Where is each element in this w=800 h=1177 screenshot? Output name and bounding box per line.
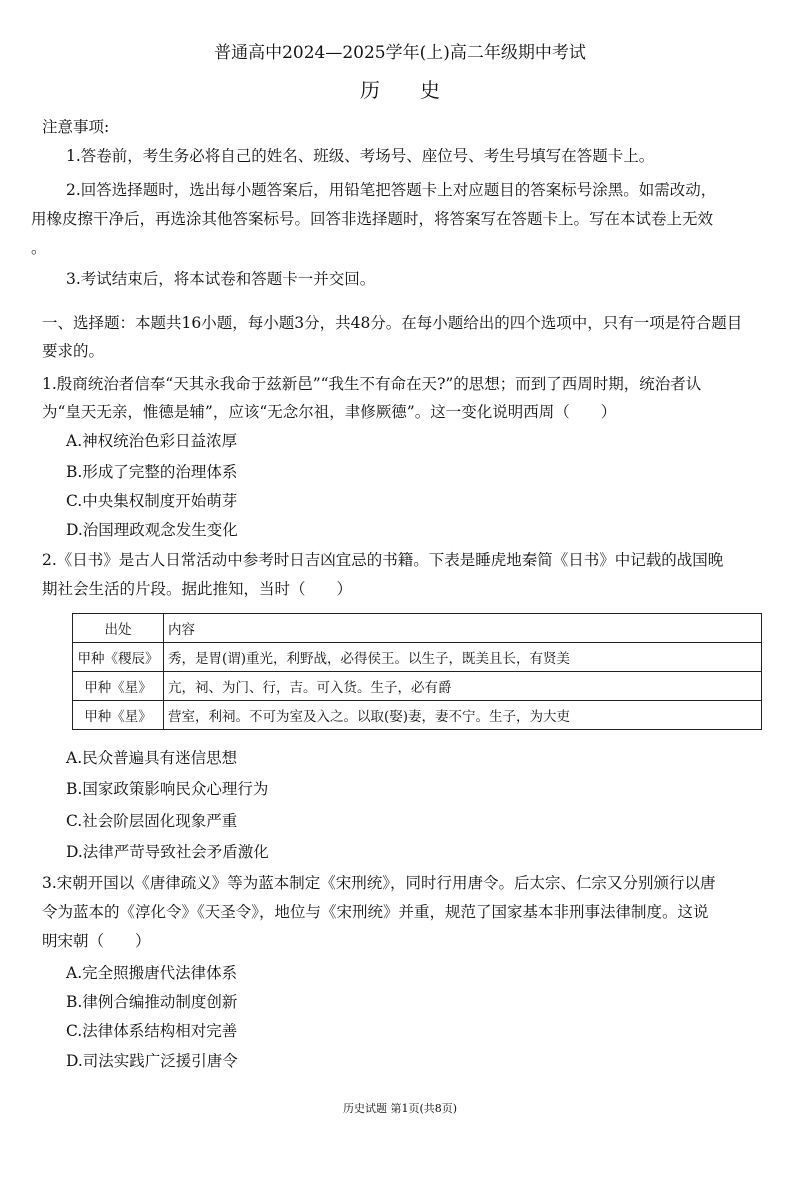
q3-option-c: C.法律体系结构相对完善 bbox=[66, 1022, 238, 1040]
q2-stem-line-2: 期社会生活的片段。据此推知，当时（ ） bbox=[42, 580, 353, 598]
notice-item-3: 3.考试结束后，将本试卷和答题卡一并交回。 bbox=[66, 270, 376, 288]
q3-option-d: D.司法实践广泛援引唐令 bbox=[66, 1052, 238, 1070]
q1-stem-line-2: 为“皇天无亲，惟德是辅”，应该“无念尔祖，聿修厥德”。这一变化说明西周（ ） bbox=[42, 403, 617, 421]
q3-stem-line-1: 3.宋朝开国以《唐律疏义》等为蓝本制定《宋刑统》，同时行用唐令。后太宗、仁宗又分别颁行以唐 bbox=[42, 874, 716, 892]
q2-stem-line-1: 2.《日书》是古人日常活动中参考时日吉凶宜忌的书籍。下表是睡虎地秦简《日书》中记载的战国晚 bbox=[42, 551, 724, 569]
table-header-content: 内容 bbox=[164, 614, 762, 643]
table-row bbox=[73, 701, 762, 730]
table-cell-source: 甲种《星》 bbox=[73, 701, 164, 730]
table-header-source: 出处 bbox=[73, 614, 164, 643]
table-row bbox=[73, 643, 762, 672]
table-cell-content: 秀，是胃(谓)重光，利野战，必得侯王。以生子，既美且长，有贤美 bbox=[164, 643, 762, 672]
notice-item-2-line-1: 2.回答选择题时，选出每小题答案后，用铅笔把答题卡上对应题目的答案标号涂黑。如需改动， bbox=[66, 181, 717, 199]
q2-option-d: D.法律严苛导致社会矛盾激化 bbox=[66, 843, 269, 861]
notice-heading: 注意事项: bbox=[42, 118, 110, 136]
table-cell-source: 甲种《星》 bbox=[73, 672, 164, 701]
table-cell-source: 甲种《稷辰》 bbox=[73, 643, 164, 672]
notice-item-1: 1.答卷前，考生务必将自己的姓名、班级、考场号、座位号、考生号填写在答题卡上。 bbox=[66, 147, 655, 165]
q1-option-d: D.治国理政观念发生变化 bbox=[66, 521, 238, 539]
table-cell-content: 亢，祠、为门、行，吉。可入货。生子，必有爵 bbox=[164, 672, 762, 701]
page-footer: 历史试题 第1页(共8页) bbox=[342, 1102, 458, 1115]
q2-option-a: A.民众普遍具有迷信思想 bbox=[66, 749, 238, 767]
table-cell-content: 营室，利祠。不可为室及入之。以取(娶)妻，妻不宁。生子，为大吏 bbox=[164, 701, 762, 730]
q1-option-a: A.神权统治色彩日益浓厚 bbox=[66, 432, 238, 450]
table-header-row bbox=[73, 614, 762, 643]
notice-item-2-line-2: 用橡皮擦干净后，再选涂其他答案标号。回答非选择题时，将答案写在答题卡上。写在本试卷上无效 bbox=[31, 210, 714, 228]
subject-title: 历史 bbox=[360, 78, 480, 102]
q3-option-a: A.完全照搬唐代法律体系 bbox=[66, 964, 238, 982]
q2-option-b: B.国家政策影响民众心理行为 bbox=[66, 780, 269, 798]
q3-stem-line-3: 明宋朝（ ） bbox=[42, 932, 151, 950]
q1-option-c: C.中央集权制度开始萌芽 bbox=[66, 492, 238, 510]
table-row bbox=[73, 672, 762, 701]
section-1-line-1: 一、选择题：本题共16小题，每小题3分，共48分。在每小题给出的四个选项中，只有一项是符合题目 bbox=[42, 314, 743, 332]
q2-option-c: C.社会阶层固化现象严重 bbox=[66, 812, 238, 830]
q2-table bbox=[72, 613, 762, 730]
q1-stem-line-1: 1.殷商统治者信奉“天其永我命于兹新邑”“我生不有命在天?”的思想；而到了西周时期，统治者认 bbox=[42, 375, 702, 393]
q3-option-b: B.律例合编推动制度创新 bbox=[66, 993, 238, 1011]
q1-option-b: B.形成了完整的治理体系 bbox=[66, 463, 238, 481]
q3-stem-line-2: 令为蓝本的《淳化令》《天圣令》，地位与《宋刑统》并重，规范了国家基本非刑事法律制度。这说 bbox=[42, 903, 709, 921]
section-1-line-2: 要求的。 bbox=[42, 342, 105, 360]
notice-item-2-line-3: 。 bbox=[31, 239, 47, 257]
exam-title: 普通高中2024—2025学年(上)高二年级期中考试 bbox=[214, 43, 586, 63]
